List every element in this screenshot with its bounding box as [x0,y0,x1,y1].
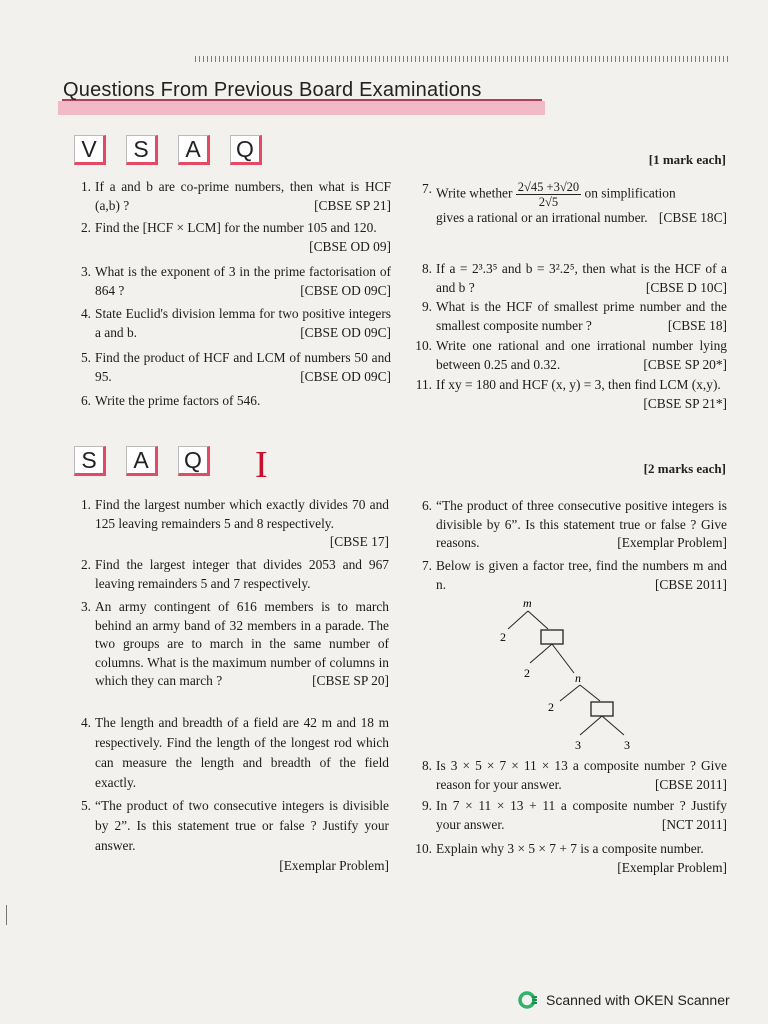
question-text: What is the HCF of smallest prime number and the smallest composite number ? [436,299,727,333]
question-text: If a and b are co-prime numbers, then what is HCF (a,b) ? [95,179,391,213]
question [73,598,389,691]
question-text: State Euclid's division lemma for two positive integers a and b. [95,306,391,340]
question [73,392,391,411]
question-number: 9. [421,798,432,813]
question-source: [CBSE SP 20*] [643,356,727,372]
factor-tree-diagram [490,597,660,757]
tree-node-factor: 2 [500,630,506,644]
question-text: Find the product of HCF and LCM of numbers 50 and 95. [95,350,391,384]
tree-leaf: 3 [624,738,630,752]
question [73,349,391,386]
question-number: 7. [421,558,432,573]
question-number: 4. [80,715,91,730]
scanner-text: Scanned with OKEN Scanner [546,992,730,1008]
question-source: [CBSE 2011] [654,576,727,592]
question [414,337,727,374]
question [414,497,727,553]
question-number: 8. [421,261,432,276]
question-text: What is the exponent of 3 in the prime factorisation of 864 ? [95,264,391,298]
question-source: [CBSE D 10C] [645,279,727,295]
question [73,219,391,256]
question-text: “The product of three consecutive positive integers is divisible by 6”. Is this statement true or false ? Give reasons. [436,498,727,551]
vsaq-heading [74,135,262,165]
question-source: [Exemplar Problem] [617,859,727,875]
tree-leaf: 3 [575,738,581,752]
question-number: 10. [415,338,432,353]
question [73,713,389,793]
tree-branch [580,716,602,735]
saq-roman-numeral: I [255,444,268,486]
page-title: Questions From Previous Board Examinations [63,79,482,101]
question-text: Below is given a factor tree, find the numbers m and n. [436,558,727,592]
question-source: [CBSE OD 09C] [300,282,391,298]
tree-branch [508,611,528,629]
question-text: An army contingent of 616 members is to march behind an army band of 32 members in a parade. The two groups are to march in the same number of columns. What is the maximum number of columns in which they can march ? [95,599,389,689]
saq-letter: Q [178,446,210,476]
question [414,260,727,297]
scanner-watermark [518,990,730,1010]
question-source: [Exemplar Problem] [617,535,727,551]
tree-node-n: n [575,671,581,685]
tree-branch [530,644,552,663]
question [414,298,727,335]
question-text: Write the prime factors of 546. [95,393,261,408]
question-number: 1. [80,497,91,512]
top-divider [195,56,730,62]
question-text: Find the [HCF × LCM] for the number 105 and 120. [95,220,377,235]
question-source: [CBSE 17] [329,534,389,550]
question-number: 2. [80,557,91,572]
tree-branch [580,685,600,701]
question-number: 3. [80,599,91,614]
tree-node-factor: 2 [524,666,530,680]
question-text: “The product of two consecutive integers is divisible by 2”. Is this statement true or false ? Justify your answer. [95,798,389,853]
question-number: 4. [80,306,91,321]
question [414,757,727,794]
question-source: [CBSE 2011] [654,776,727,792]
question-source: [CBSE SP 21*] [643,395,727,411]
question-text: Is 3 × 5 × 7 × 11 × 13 a composite number ? Give reason for your answer. [436,758,727,792]
tree-branch [602,716,624,735]
question-source: [CBSE SP 21] [314,197,391,213]
tree-node-factor: 2 [548,700,554,714]
question-number: 11. [415,377,432,392]
question-number: 1. [80,179,91,194]
scanner-logo-icon [518,990,538,1010]
saq-letter: A [126,446,158,476]
question [414,557,727,594]
vsaq-letter: S [126,135,158,165]
question-number: 10. [415,841,432,856]
fraction-numerator: 2√45 +3√20 [517,180,580,194]
vsaq-letter: V [74,135,106,165]
question-source: [CBSE OD 09] [309,238,391,254]
question-source: [CBSE 18] [667,317,727,333]
question-source: [CBSE SP 20] [312,673,389,689]
question-number: 7. [421,181,432,196]
question-text: Write whether [436,185,513,201]
question [73,556,389,593]
fraction-denominator: 2√5 [538,195,559,209]
tree-branch [528,611,548,629]
question [414,797,727,834]
question-number: 6. [80,393,91,408]
question-source: [CBSE OD 09C] [300,324,391,340]
question-text: Explain why 3 × 5 × 7 + 7 is a composite number. [436,841,704,856]
margin-mark [6,905,7,925]
question-text: If xy = 180 and HCF (x, y) = 3, then find LCM (x,y). [436,377,721,392]
tree-node-m: m [523,597,532,610]
question-number: 5. [80,798,91,813]
vsaq-letter: A [178,135,210,165]
fraction-expression [516,180,581,209]
title-highlight [58,101,545,115]
question [414,840,727,877]
question-number: 2. [80,220,91,235]
question [73,178,391,215]
question-text: Write one rational and one irrational number lying between 0.25 and 0.32. [436,338,727,372]
question-number: 6. [421,498,432,513]
vsaq-letter: Q [230,135,262,165]
question-text: Find the largest number which exactly divides 70 and 125 leaving remainders 5 and 8 respectively. [95,497,389,531]
question-number: 3. [80,264,91,279]
tree-blank-box [591,702,613,716]
question-text: Find the largest integer that divides 2053 and 967 leaving remainders 5 and 7 respectively. [95,557,389,591]
saq-heading [74,446,210,476]
question [73,496,389,552]
tree-branch [560,685,580,701]
saq-marks: [2 marks each] [643,461,726,476]
question-text: In 7 × 11 × 13 + 11 a composite number ? Justify your answer. [436,798,727,832]
question-source: [NCT 2011] [661,816,727,832]
question [414,376,727,413]
tree-branch [552,644,574,673]
question-source: [CBSE 18C] [658,210,727,225]
question-text: If a = 2³.3⁵ and b = 3².2⁵, then what is the HCF of a and b ? [436,261,727,295]
question-number: 9. [421,299,432,314]
question-source: [Exemplar Problem] [279,858,389,873]
question [414,180,727,228]
question-number: 5. [80,350,91,365]
question-source: [CBSE OD 09C] [300,368,391,384]
question-text: gives a rational or an irrational number. [436,210,648,225]
saq-letter: S [74,446,106,476]
question-number: 8. [421,758,432,773]
vsaq-marks: [1 mark each] [648,152,726,167]
question [73,305,391,342]
question-text: on simplification [584,185,676,201]
question-text: The length and breadth of a field are 42 m and 18 m respectively. Find the length of the longest rod which can measure the length and breadth of the field exactly. [95,715,389,790]
question [73,796,389,876]
tree-blank-box [541,630,563,644]
question [73,263,391,300]
